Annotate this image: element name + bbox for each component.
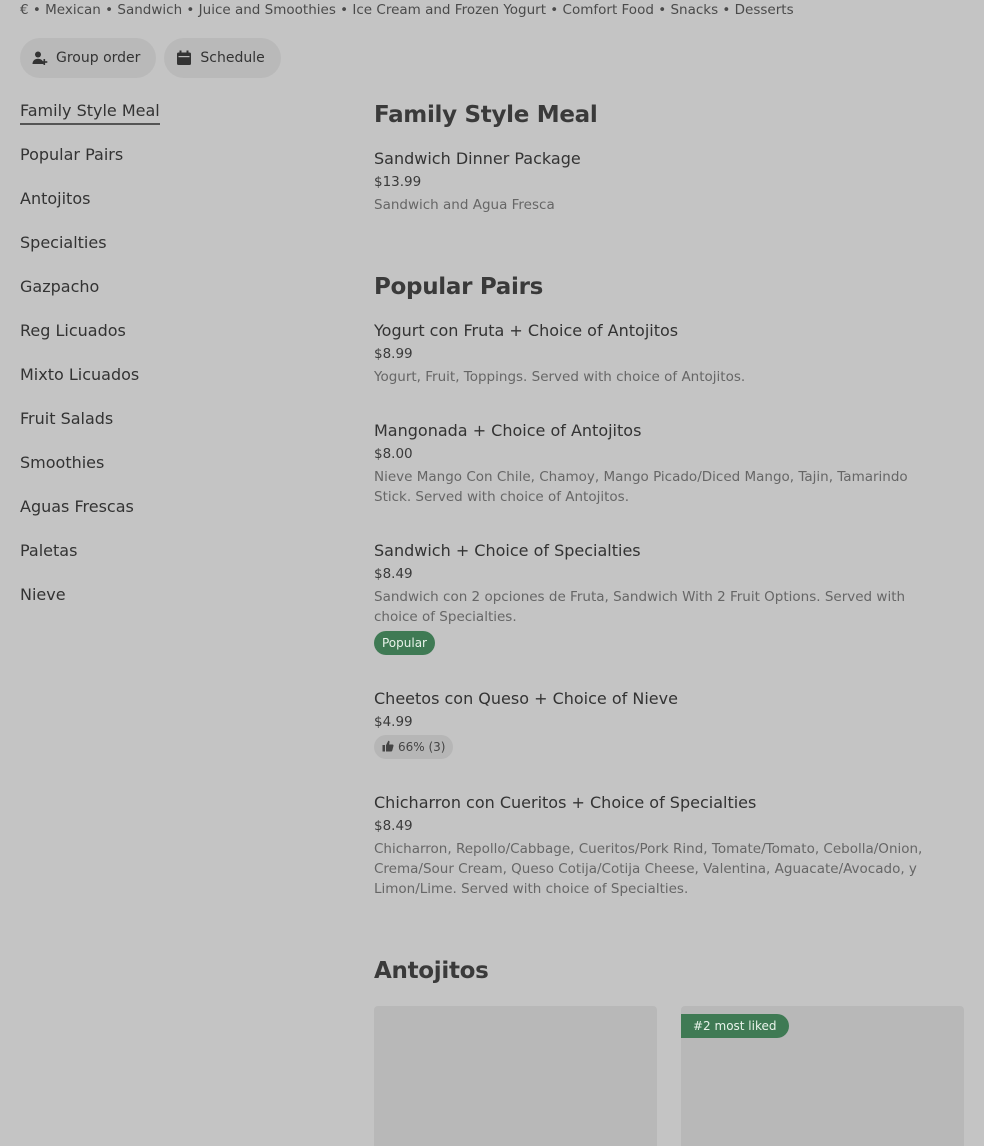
sidebar-item-smoothies[interactable]: Smoothies bbox=[20, 453, 105, 472]
rating-text: 66% (3) bbox=[398, 740, 446, 754]
order-actions bbox=[20, 38, 281, 78]
item-description: Chicharron, Repollo/Cabbage, Cueritos/Pork Rind, Tomate/Tomato, Cebolla/Onion, Crema/Sour Cream, Queso Cotija/Cotija Cheese, Valentina, Aguacate/Avocado, y Limon/Lime. Served with choice of Specialties. bbox=[374, 841, 923, 897]
schedule-button[interactable] bbox=[164, 38, 280, 78]
item-price: $8.00 bbox=[374, 446, 413, 462]
section-title-popular-pairs: Popular Pairs bbox=[374, 274, 544, 300]
sidebar-item-reg-licuados[interactable]: Reg Licuados bbox=[20, 321, 126, 340]
item-description: Sandwich and Agua Fresca bbox=[374, 197, 555, 213]
item-card[interactable] bbox=[374, 1006, 657, 1146]
item-description: Yogurt, Fruit, Toppings. Served with choice of Antojitos. bbox=[374, 369, 746, 385]
menu-item[interactable] bbox=[374, 148, 964, 215]
item-image-placeholder bbox=[374, 1006, 657, 1146]
sidebar-item-gazpacho[interactable]: Gazpacho bbox=[20, 277, 100, 296]
menu-item[interactable] bbox=[374, 688, 964, 759]
menu-category-nav bbox=[20, 100, 340, 628]
menu-item[interactable] bbox=[374, 420, 934, 507]
menu-item[interactable] bbox=[374, 320, 964, 387]
item-name: Mangonada + Choice of Antojitos bbox=[374, 421, 642, 440]
section-title-family-style-meal: Family Style Meal bbox=[374, 102, 598, 128]
sidebar-item-popular-pairs[interactable]: Popular Pairs bbox=[20, 145, 124, 164]
menu-item[interactable] bbox=[374, 540, 949, 655]
item-name: Sandwich Dinner Package bbox=[374, 149, 581, 168]
item-name: Chicharron con Cueritos + Choice of Specialties bbox=[374, 793, 757, 812]
item-price: $8.49 bbox=[374, 818, 413, 834]
thumbs-up-icon bbox=[382, 740, 394, 755]
section-title-antojitos: Antojitos bbox=[374, 958, 489, 984]
item-price: $4.99 bbox=[374, 714, 413, 730]
rating-badge bbox=[374, 735, 453, 759]
item-price: $8.49 bbox=[374, 566, 413, 582]
cuisine-categories: € • Mexican • Sandwich • Juice and Smoothies • Ice Cream and Frozen Yogurt • Comfort Food • Snacks • Desserts bbox=[20, 2, 794, 18]
sidebar-item-fruit-salads[interactable]: Fruit Salads bbox=[20, 409, 114, 428]
item-description: Sandwich con 2 opciones de Fruta, Sandwich With 2 Fruit Options. Served with choice of Specialties. bbox=[374, 589, 906, 625]
sidebar-item-family-style-meal[interactable]: Family Style Meal bbox=[20, 100, 340, 144]
antojitos-cards bbox=[374, 1006, 964, 1146]
item-price: $8.99 bbox=[374, 346, 413, 362]
schedule-label: Schedule bbox=[200, 50, 265, 66]
sidebar-item-specialties[interactable]: Specialties bbox=[20, 233, 107, 252]
popular-badge: Popular bbox=[374, 631, 435, 655]
sidebar-item-paletas[interactable]: Paletas bbox=[20, 541, 78, 560]
sidebar-item-nieve[interactable]: Nieve bbox=[20, 585, 66, 604]
item-price: $13.99 bbox=[374, 174, 422, 190]
most-liked-badge: #2 most liked bbox=[681, 1014, 789, 1038]
sidebar-item-mixto-licuados[interactable]: Mixto Licuados bbox=[20, 365, 140, 384]
item-card[interactable] bbox=[681, 1006, 964, 1146]
item-name: Cheetos con Queso + Choice of Nieve bbox=[374, 689, 678, 708]
menu-item[interactable] bbox=[374, 792, 934, 899]
calendar-icon bbox=[176, 50, 192, 66]
add-user-icon bbox=[32, 50, 48, 66]
item-name: Sandwich + Choice of Specialties bbox=[374, 541, 641, 560]
sidebar-item-aguas-frescas[interactable]: Aguas Frescas bbox=[20, 497, 134, 516]
group-order-button[interactable] bbox=[20, 38, 156, 78]
item-description: Nieve Mango Con Chile, Chamoy, Mango Picado/Diced Mango, Tajin, Tamarindo Stick. Served with choice of Antojitos. bbox=[374, 469, 908, 505]
item-name: Yogurt con Fruta + Choice of Antojitos bbox=[374, 321, 679, 340]
sidebar-item-antojitos[interactable]: Antojitos bbox=[20, 189, 91, 208]
group-order-label: Group order bbox=[56, 50, 141, 66]
